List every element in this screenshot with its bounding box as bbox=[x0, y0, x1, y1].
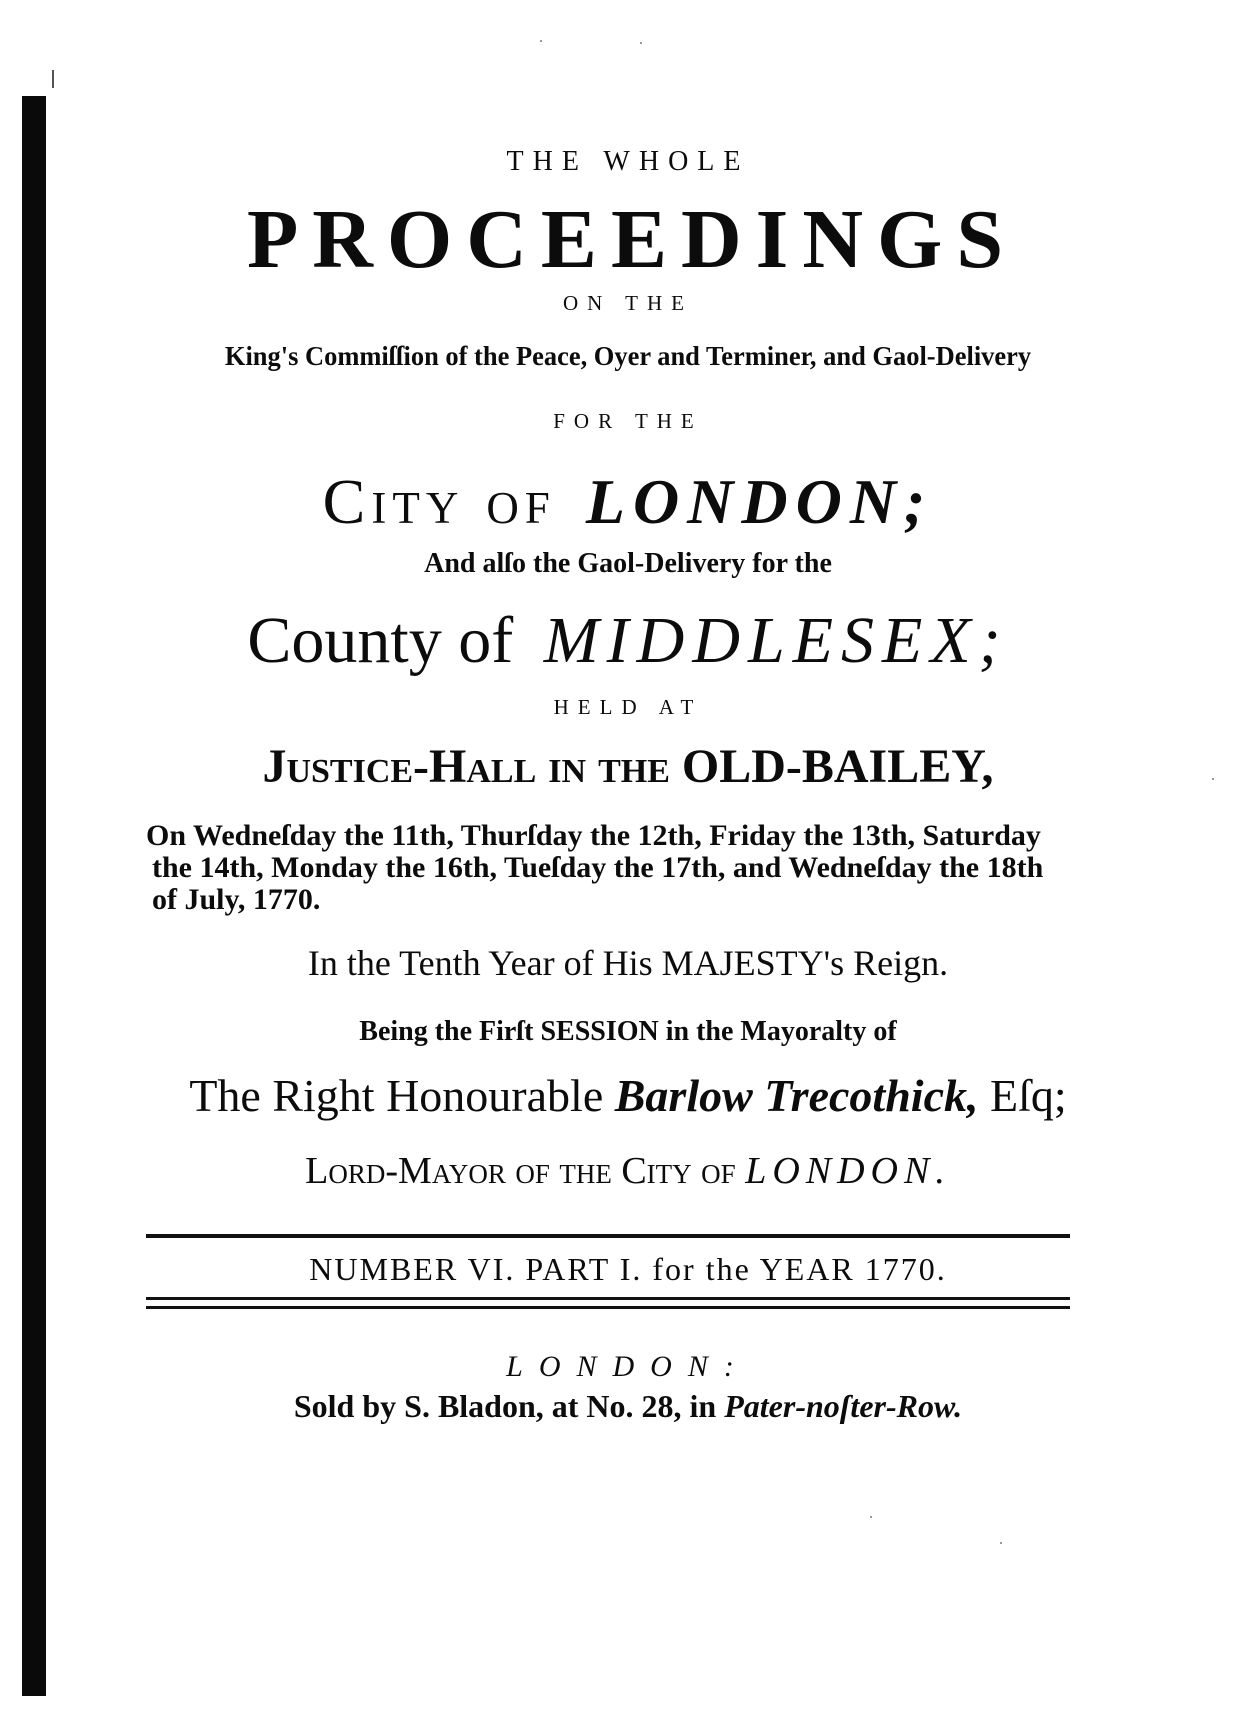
dates-row-3: of July, 1770. bbox=[152, 883, 321, 916]
title-line-the-whole: THE WHOLE bbox=[506, 146, 750, 177]
speck bbox=[640, 42, 642, 44]
middlesex-name: MIDDLESEX; bbox=[543, 604, 1009, 677]
mayor-esquire: Eſq; bbox=[989, 1070, 1067, 1121]
imprint-seller-line bbox=[0, 1390, 1256, 1422]
bottom-rule-upper bbox=[146, 1297, 1070, 1300]
title-proceedings: PROCEEDINGS bbox=[246, 193, 1018, 286]
imprint-street: Pater-noſter-Row. bbox=[724, 1388, 963, 1424]
mayor-title: The Right Honourable bbox=[189, 1070, 604, 1121]
lord-mayor-city: LONDON. bbox=[745, 1150, 951, 1192]
speck bbox=[1212, 778, 1214, 780]
lord-mayor-label: Lord-Mayor of the City of bbox=[305, 1150, 736, 1192]
city-of-london-heading bbox=[0, 466, 1256, 537]
dates-row-2: the 14th, Monday the 16th, Tueſday the 17th, and Wedneſday the 18th bbox=[152, 851, 1044, 884]
reign-line: In the Tenth Year of His MAJESTY's Reign. bbox=[307, 943, 949, 983]
lord-mayor-line bbox=[0, 1152, 1256, 1190]
gaol-delivery-line: And alſo the Gaol-Delivery for the bbox=[424, 548, 832, 579]
mayor-name: Barlow Trecothick, bbox=[614, 1070, 979, 1121]
justice-hall-line: Justice-Hall in the OLD-BAILEY, bbox=[262, 740, 994, 793]
page-binding-edge bbox=[22, 96, 46, 1696]
number-part-line: NUMBER VI. PART I. for the YEAR 1770. bbox=[309, 1251, 947, 1287]
session-dates bbox=[146, 820, 1076, 916]
session-line: Being the Firſt SESSION in the Mayoralty of bbox=[359, 1016, 897, 1047]
speck bbox=[540, 40, 542, 42]
imprint-place: LONDON: bbox=[506, 1350, 750, 1383]
county-of-middlesex-heading bbox=[0, 604, 1256, 677]
mayor-line bbox=[0, 1070, 1256, 1121]
top-rule bbox=[146, 1234, 1070, 1238]
title-line-on-the: ON THE bbox=[562, 291, 694, 315]
london-name: LONDON; bbox=[585, 466, 934, 537]
margin-mark bbox=[52, 70, 54, 88]
dates-row-1: On Wedneſday the 11th, Thurſday the 12th, Friday the 13th, Saturday bbox=[146, 819, 1041, 852]
bottom-rule-lower bbox=[146, 1306, 1070, 1309]
title-line-for-the: FOR THE bbox=[553, 409, 703, 433]
county-of-label: County of bbox=[247, 604, 514, 677]
commission-line: King's Commiſſion of the Peace, Oyer and Terminer, and Gaol-Delivery bbox=[224, 341, 1032, 371]
city-of-label: City of bbox=[322, 466, 556, 537]
speck bbox=[1000, 1542, 1002, 1544]
title-line-held-at: HELD AT bbox=[553, 695, 703, 719]
speck bbox=[870, 1516, 872, 1518]
imprint-seller: Sold by S. Bladon, at No. 28, in bbox=[293, 1388, 717, 1424]
